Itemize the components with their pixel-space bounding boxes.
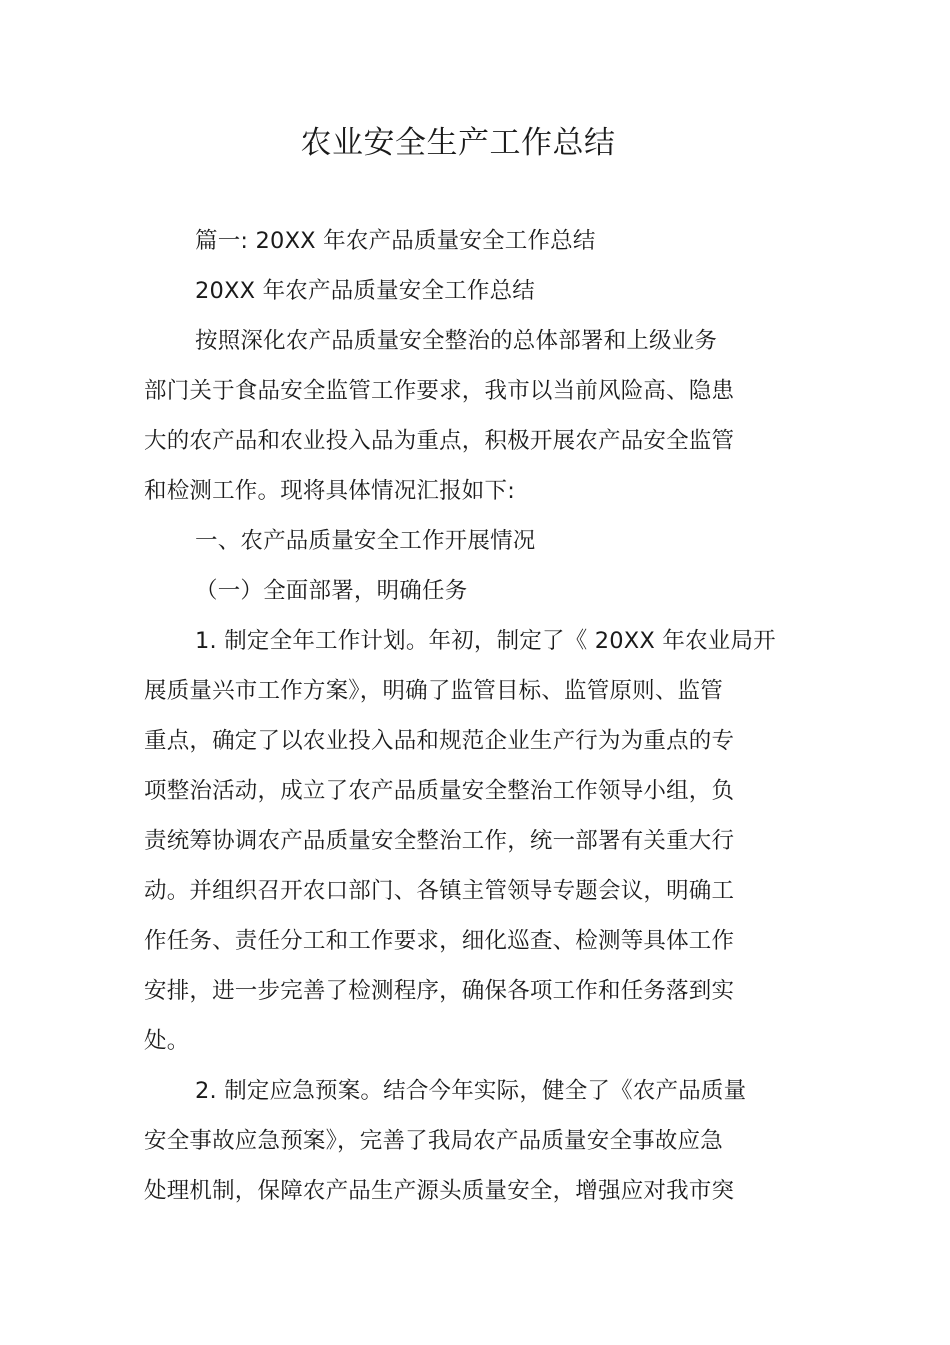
paragraph-line: 处理机制，保障农产品生产源头质量安全，增强应对我市突 xyxy=(144,1178,735,1204)
paragraph-line: 作任务、责任分工和工作要求，细化巡查、检测等具体工作 xyxy=(144,928,735,954)
paragraph-line: 1. 制定全年工作计划。年初，制定了《 20XX 年农业局开 xyxy=(195,628,776,654)
section-heading: 一、农产品质量安全工作开展情况 xyxy=(195,528,536,554)
document-title: 农业安全生产工作总结 xyxy=(300,125,616,161)
paragraph-line: 展质量兴市工作方案》，明确了监管目标、监管原则、监管 xyxy=(144,678,723,704)
paragraph-line: 处。 xyxy=(144,1028,190,1054)
subtitle-line: 20XX 年农产品质量安全工作总结 xyxy=(195,278,536,304)
paragraph-line: 按照深化农产品质量安全整治的总体部署和上级业务 xyxy=(195,328,718,354)
section-heading-part-one: 篇一: 20XX 年农产品质量安全工作总结 xyxy=(195,228,596,254)
paragraph-line: 项整治活动，成立了农产品质量安全整治工作领导小组，负 xyxy=(144,778,735,804)
paragraph-line: 责统筹协调农产品质量安全整治工作，统一部署有关重大行 xyxy=(144,828,735,854)
paragraph-line: 安排，进一步完善了检测程序，确保各项工作和任务落到实 xyxy=(144,978,735,1004)
paragraph-line: 2. 制定应急预案。结合今年实际，健全了《农产品质量 xyxy=(195,1078,747,1104)
paragraph-line: 重点，确定了以农业投入品和规范企业生产行为为重点的专 xyxy=(144,728,735,754)
paragraph-line: 部门关于食品安全监管工作要求，我市以当前风险高、隐患 xyxy=(144,378,735,404)
paragraph-line: 大的农产品和农业投入品为重点，积极开展农产品安全监管 xyxy=(144,428,735,454)
paragraph-line: 和检测工作。现将具体情况汇报如下: xyxy=(144,478,515,504)
paragraph-line: 安全事故应急预案》，完善了我局农产品质量安全事故应急 xyxy=(144,1128,723,1154)
subsection-heading: （一）全面部署，明确任务 xyxy=(195,578,468,604)
paragraph-line: 动。并组织召开农口部门、各镇主管领导专题会议，明确工 xyxy=(144,878,735,904)
